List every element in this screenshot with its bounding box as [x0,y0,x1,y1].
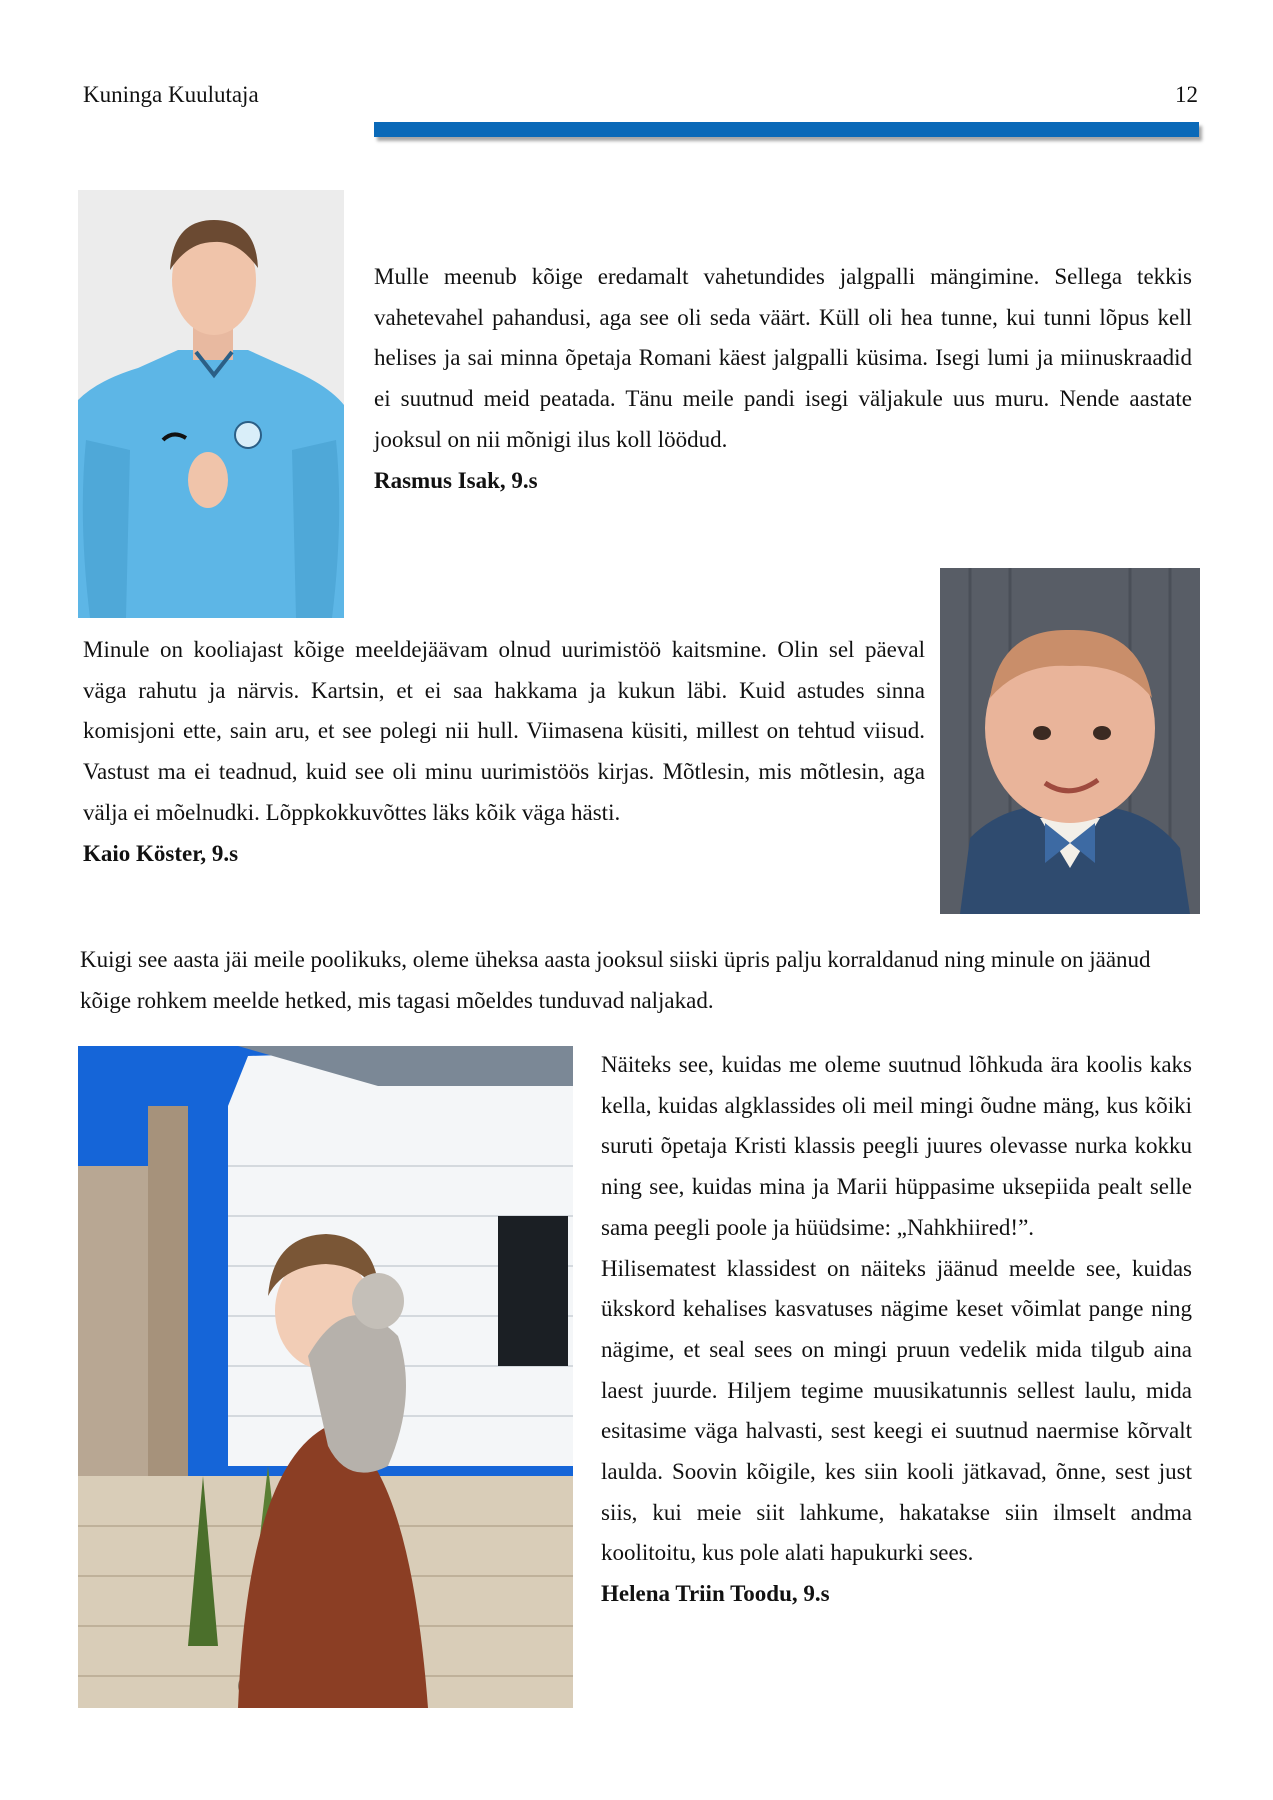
section3-author: Helena Triin Toodu, 9.s [601,1581,830,1607]
photo-rasmus [78,190,344,618]
section3-paragraph-1: Näiteks see, kuidas me oleme suutnud lõhkuda ära koolis kaks kella, kuidas algklassides oli meil mingi õudne mäng, kus kõiki suruti õpetaja Kristi klassis peegli juures olevasse nurka kokku ning see, kuidas mina ja Marii hüppasime uksepiida pealt selle sama peegli poole ja hüüdsime: „Nahkhiired!”. [601,1052,1192,1240]
section1-paragraph: Mulle meenub kõige eredamalt vahetundides jalgpalli mängimine. Sellega tekkis vahetevahel pahandusi, aga see oli seda väärt. Küll oli hea tunne, kui tunni lõpus kell helises ja sai minna õpetaja Romani käest jalgpalli küsima. Isegi lumi ja miinuskraadid ei suutnud meid peatada. Tänu meile pandi isegi väljakule uus muru. Nende aastate jooksul on nii mõnigi ilus koll löödud. [374,264,1192,452]
section1-block [374,257,1192,501]
header-rule [374,122,1199,137]
section3-intro-paragraph: Kuigi see aasta jäi meile poolikuks, oleme üheksa aasta jooksul siiski üpris palju korraldanud ning minule on jäänud kõige rohkem meelde hetked, mis tagasi mõeldes tunduvad naljakad. [80,947,1151,1013]
section3-intro [80,940,1195,1021]
photo-kaio [940,568,1200,914]
section2-author: Kaio Köster, 9.s [83,840,239,866]
page-number: 12 [1175,82,1198,107]
section1-author: Rasmus Isak, 9.s [374,467,538,493]
photo-helena [78,1046,573,1708]
section2-paragraph: Minule on kooliajast kõige meeldejäävam olnud uurimistöö kaitsmine. Olin sel päeval väga rahutu ja närvis. Kartsin, et ei saa hakkama ja kukun läbi. Kuid astudes sinna komisjoni ette, sain aru, et see polegi nii hull. Viimasena küsiti, millest on tehtud viisud. Vastust ma ei teadnud, kuid see oli minu uurimistöös kirjas. Mõtlesin, mis mõtlesin, aga välja ei mõelnudki. Lõppkokkuvõttes läks kõik väga hästi. [83,637,925,825]
section3-paragraph-2: Hilisematest klassidest on näiteks jäänud meelde see, kuidas ükskord kehalises kasvatuses nägime keset võimlat pange ning nägime, et seal sees on mingi pruun vedelik mida tilgub aina laest juurde. Hiljem tegime muusikatunnis sellest laulu, mida esitasime väga halvasti, sest keegi ei suutnud naermise kõrvalt laulda. Soovin kõigile, kes siin kooli jätkavad, õnne, sest just siis, kui meie siit lahkume, hakatakse siin ilmselt andma koolitoitu, kus pole alati hapukurki sees. [601,1255,1192,1566]
header-title: Kuninga Kuulutaja [83,82,259,107]
section2-block [83,630,925,874]
section3-block [601,1045,1192,1614]
